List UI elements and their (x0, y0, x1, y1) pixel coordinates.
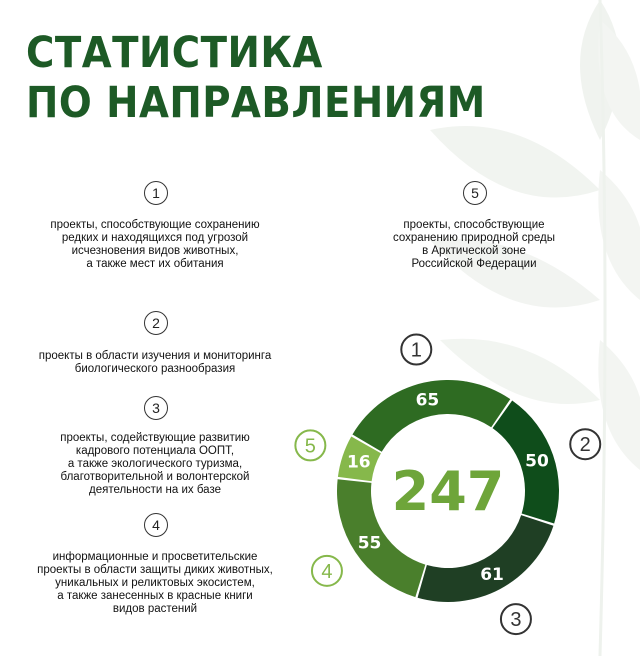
donut-badge-label: 2 (579, 434, 591, 457)
direction-3-number: 3 (144, 396, 168, 420)
direction-2-description (39, 350, 271, 376)
direction-3-line: деятельности на их базе (88, 484, 221, 496)
donut-badge-label: 4 (321, 560, 333, 583)
direction-4-line: видов растений (112, 603, 198, 615)
direction-4-line: уникальных и реликтовых экосистем, (55, 577, 255, 589)
donut-segment-3 (418, 515, 554, 602)
donut-badge-4 (312, 556, 342, 586)
direction-5-line: проекты, способствующие (403, 219, 545, 231)
donut-value-label-1: 65 (415, 390, 440, 411)
direction-4-description (37, 551, 273, 616)
donut-badge-label: 3 (510, 609, 522, 632)
donut-badge-5 (295, 430, 325, 460)
page-title (26, 28, 486, 128)
donut-badge-label: 5 (304, 435, 316, 458)
direction-4-line: а также занесенных в красные книги (57, 590, 253, 602)
donut-value-label-3: 61 (480, 565, 504, 586)
donut-badge-label: 1 (410, 339, 422, 362)
direction-5-line: Российской Федерации (411, 258, 537, 270)
direction-1-description (50, 219, 259, 271)
donut-total: 247 (391, 460, 505, 523)
direction-1-line: а также мест их обитания (86, 258, 224, 270)
direction-1-line: исчезновения видов животных, (71, 245, 239, 257)
direction-3-line: проекты, содействующие развитию (60, 432, 250, 444)
direction-4-line: проекты в области защиты диких животных, (37, 564, 273, 576)
direction-5-line: в Арктической зоне (422, 245, 526, 257)
donut-badge-3 (501, 604, 531, 634)
direction-2-line: проекты в области изучения и мониторинга (38, 350, 272, 362)
donut-value-label-5: 16 (346, 452, 371, 473)
donut-value-label-2: 50 (525, 451, 549, 472)
direction-3-line: благотворительной и волонтерской (60, 471, 250, 483)
direction-1-line: редких и находящихся под угрозой (61, 232, 249, 244)
direction-2-number: 2 (144, 311, 168, 335)
direction-1-line: проекты, способствующие сохранению (50, 219, 260, 231)
donut-badge-2 (570, 429, 600, 459)
direction-2-line: биологического разнообразия (74, 363, 236, 375)
direction-5-description (393, 219, 555, 271)
donut-value-label-4: 55 (357, 533, 382, 554)
direction-3-line: а также экологического туризма, (67, 458, 243, 470)
direction-1-number: 1 (144, 181, 168, 205)
direction-5-number: 5 (463, 181, 487, 205)
direction-3-line: кадрового потенциала ООПТ, (75, 445, 235, 457)
title-line-2: ПО НАПРАВЛЕНИЯМ (26, 78, 486, 128)
direction-3-description (60, 432, 250, 497)
donut-badge-1 (401, 335, 431, 365)
direction-4-number: 4 (144, 513, 168, 537)
direction-5-line: сохранению природной среды (393, 232, 555, 244)
title-line-1: СТАТИСТИКА (26, 28, 323, 78)
direction-4-line: информационные и просветительские (52, 551, 258, 563)
